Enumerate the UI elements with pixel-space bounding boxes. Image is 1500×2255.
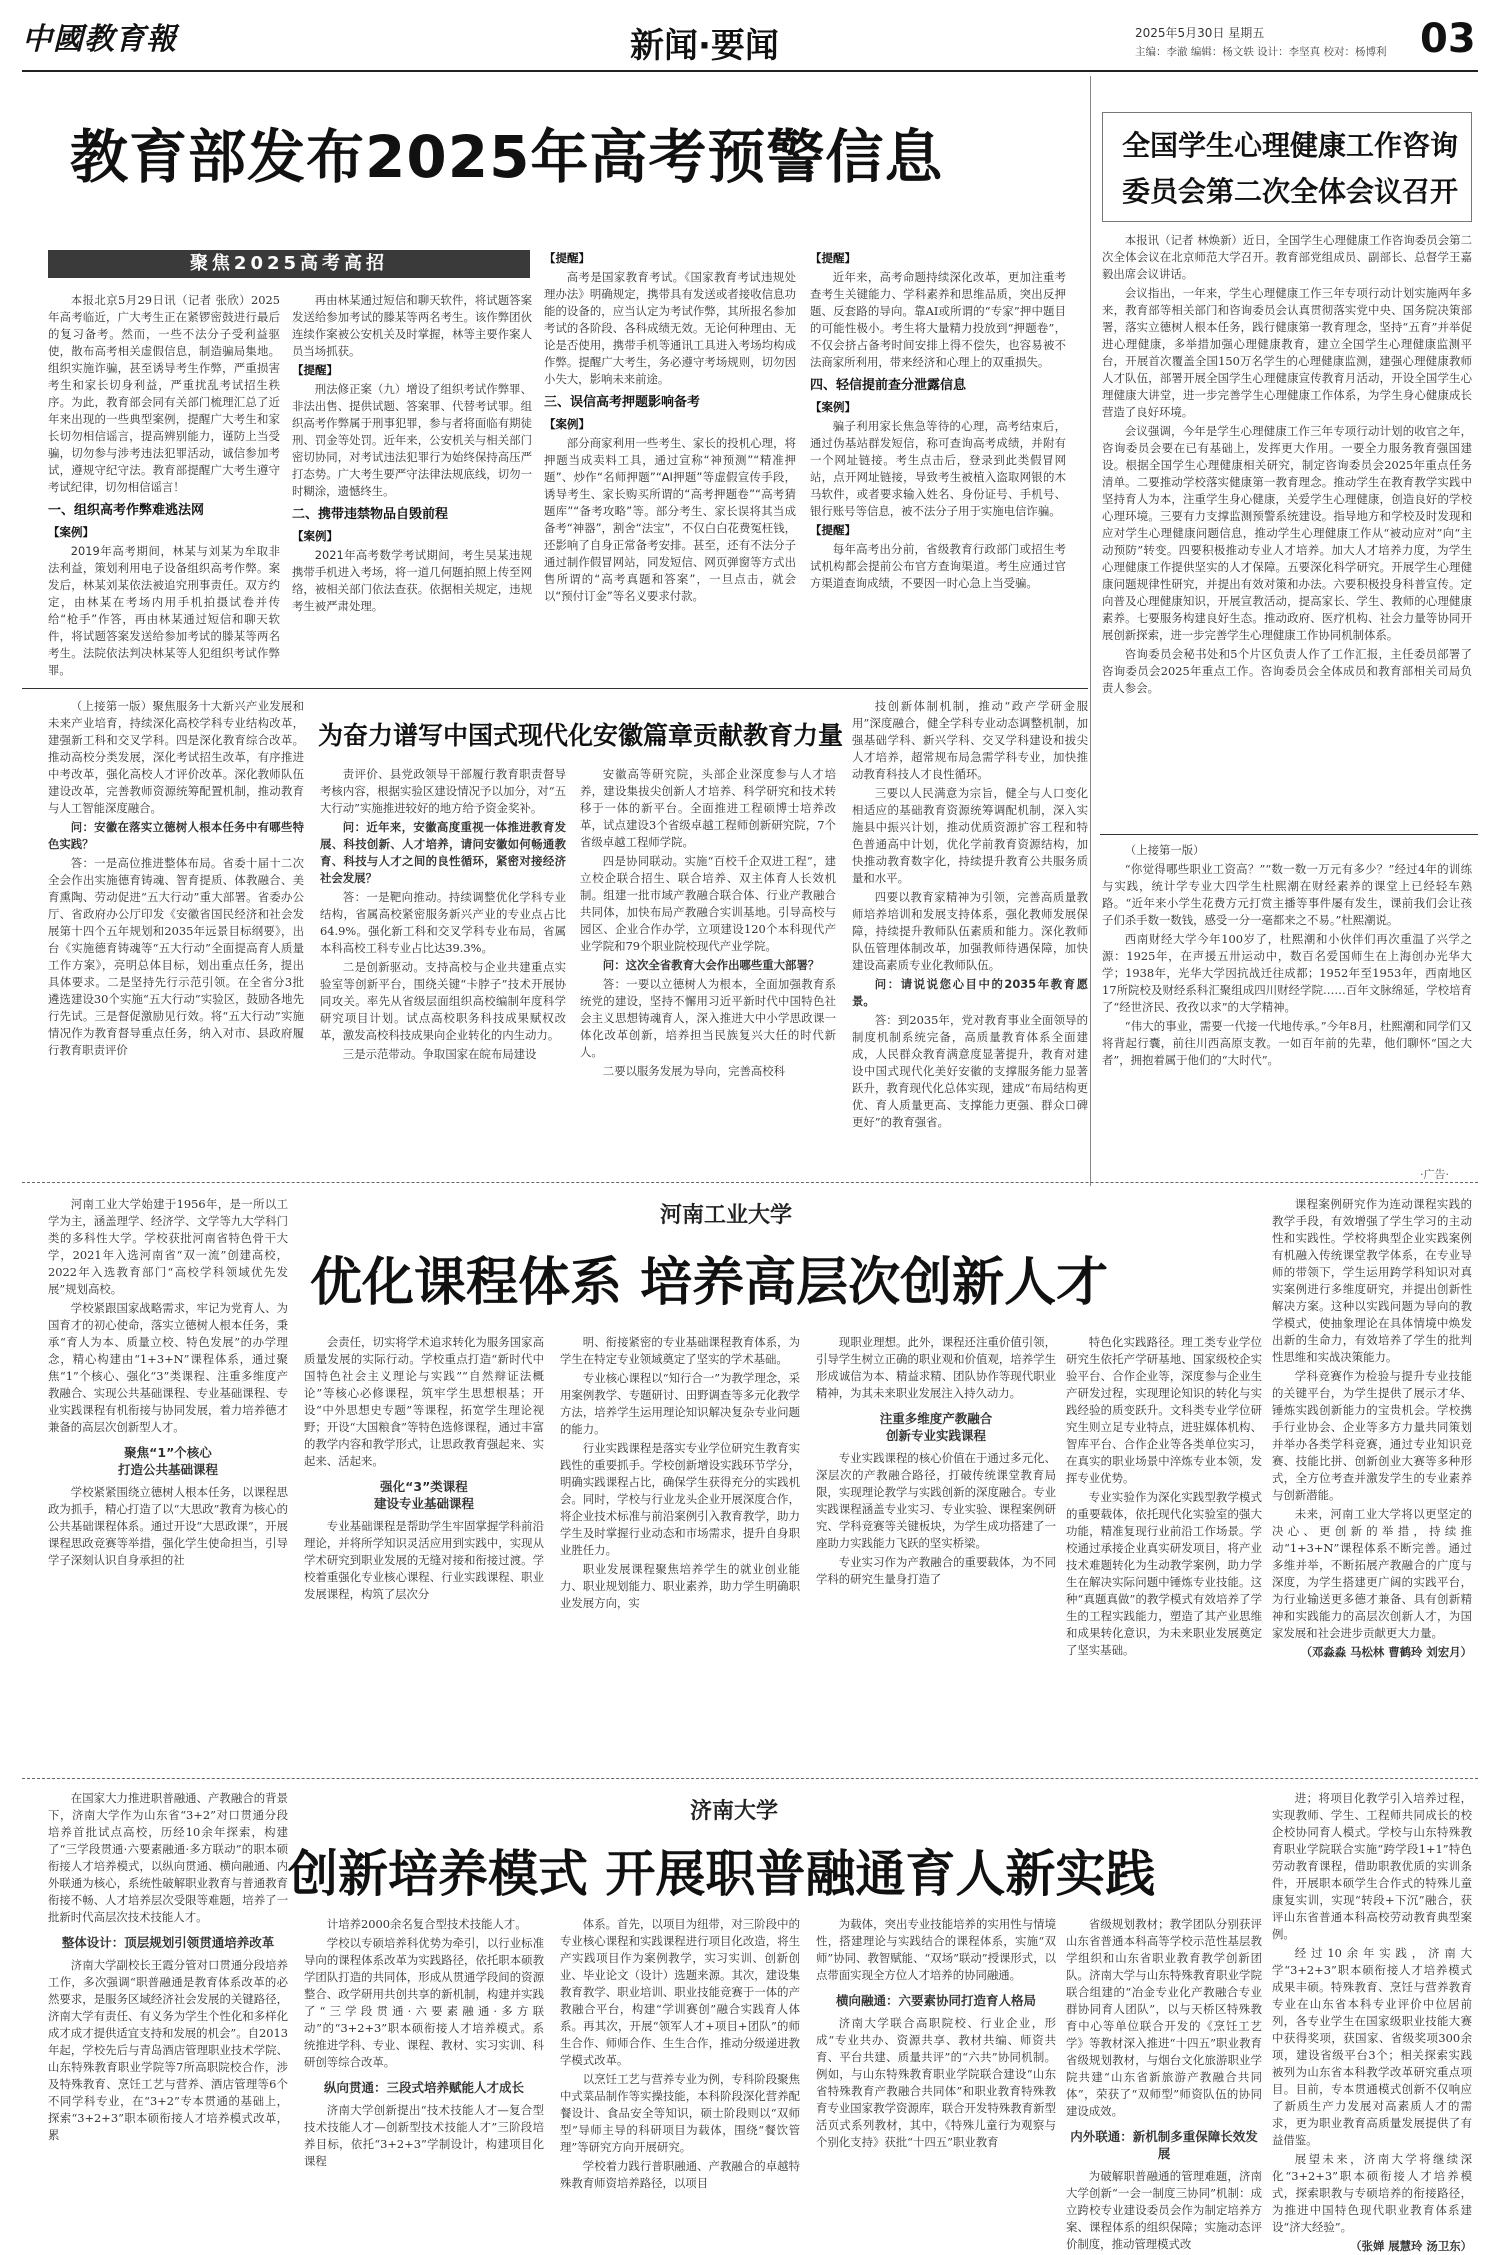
jinan-col-a xyxy=(304,1916,544,2168)
paragraph: 济南大学创新提出“技术技能人才—复合型技术技能人才—创新型技术技能人才”三阶段培养目标，依托“3+2+3”学制设计，构建项目化课程 xyxy=(304,2103,544,2168)
paragraph: 会议强调，今年是学生心理健康工作三年专项行动计划的收官之年，咨询委员会要在已有基础上，发挥更大作用。一要全力服务教育强国建设。根据全国学生心理健康相关研究，制定咨询委员会2025年重点任务清单。二要推动学校落实健康第一教育理念。推动学生在教育教学实践中坚持育人为本，注重学生身心健康，关爱学生心理健康，创造良好的学校心理环境。三要有力支撑监测预警系统建设。指导地方和学校及时发现和应对学生心理健康问题信息，推动学生心理健康工作从“被动应对”向“主动预防”转变。四要积极推动专业人才培养。加大人才培养力度，为学生心理健康工作提供坚实的人才保障。五要深化科学研究。开展学生心理健康问题规律性研究，并提出有效对策和办法。六要积极投身科普宣传。定向普及心理健康知识，开展宣教活动，提高家长、学生、教师的心理健康素养。七要服务构建良好生态。推动政府、医疗机构、社会力量等协同开展创新探索，进一步完善学生心理健康工作协同机制体系。 xyxy=(1102,424,1472,642)
paragraph: 行业实践课程是落实专业学位研究生教育实践性的重要抓手。学校创新增设实践环节学分，明确实践课程占比，确保学生获得充分的实践机会。同时，学校与行业龙头企业开展深度合作，将企业技术标准与前沿案例引入教育教学，助力学生及时掌握行业动态和市场需求，提升自身职业胜任力。 xyxy=(560,1441,800,1557)
question-paragraph: 问：近年来，安徽高度重视一体推进教育发展、科技创新、人才培养，请问安徽如何畅通教育、科技与人才之间的良性循环，紧密对接经济社会发展？ xyxy=(320,820,566,885)
issue-date: 2025年5月30日 星期五 xyxy=(1135,26,1265,40)
paragraph: 为破解职普融通的管理难题，济南大学创新“一会一制度三协同”机制：成立跨校专业建设委员会作为制定培养方案、课程体系的组织保障；实施动态评价制度，推动管理模式改 xyxy=(1066,2169,1262,2251)
henan-headline: 优化课程体系 培养高层次创新人才 xyxy=(310,1253,1109,1313)
editors-line: 主编：李澈 编辑：杨文轶 设计：李坚真 校对：杨博利 xyxy=(1135,46,1387,58)
paragraph: “你觉得哪些职业工资高？”“数一数一万元有多少？”经过4年的训练与实践，统计学专业大四学生杜熙潮在财经素养的课堂上已经轻车熟路。“近年来小学生花费方元打赏主播等事件屡有发生，课前我们会让孩子们杀手数一数钱，感受一分一毫都来之不易。”杜熙潮说。 xyxy=(1102,862,1472,927)
paragraph: 学校以专硕培养科优势为牵引，以行业标准导向的课程体系改革为实践路径，依托职本硕教学团队打造的共同体，形成从贯通学段间的资源整合、政学研用共创共享的新机制，构建并实践了“三学段贯通·六要素融通·多方联动”的“3+2+3”职本硕衔接人才培养模式。系统推进学科、专业、课程、教材、实习实训、科研创等综合改革。 xyxy=(304,1936,544,2069)
paragraph: 以烹饪工艺与营养专业为例，专科阶段聚焦中式菜品制作等实操技能，本科阶段深化营养配餐设计、食品安全等知识，硕士阶段则以“双师型”导师主导的科研项目为载体，围绕“餐饮管理”等研究方向开展研究。 xyxy=(560,2072,800,2154)
paragraph: 进；将项目化教学引入培养过程，实现教师、学生、工程师共同成长的校企校协同育人模式。学校与山东特殊教育职业学院联合实施“跨学段1+1”特色劳动教育课程，借助职教优质的实训条件，开展职本硕学生合作式的特殊儿童康复实训，实现“转段+下沉”融合，获评山东省普通本科高校劳动教育典型案例。 xyxy=(1272,1791,1472,1941)
paragraph: 近年来，高考命题持续深化改革，更加注重考查考生关键能力、学科素养和思维品质，突出反押题、反套路的导向。靠AI或所谓的“专家”押中题目的可能性极小。考生将大量精力投放到“押题卷”，不仅会挤占备考时间安排上得不偿失，也容易被不法商家所利用，带来经济和心理上的双重损失。 xyxy=(810,270,1066,369)
case-paragraph: 2019年高考期间，林某与刘某为牟取非法利益，策划利用电子设备组织高考作弊。案发后，林某刘某依法被追究刑事责任。双方约定，由林某在考场内用手机拍摄试卷并传给“枪手”作答，再由林某通过短信和聊天软件，将试题答案发送给参加考试的滕某等两名考生。法院依法判决林某等人犯组织考试作弊罪。 xyxy=(48,544,280,677)
paragraph: “伟大的事业，需要一代接一代地传承。”今年8月，杜熙潮和同学们又将背起行囊，前往川西高原支教。一如百年前的先辈，他们聊怀“国之大者”，拥抱着属于他们的“大时代”。 xyxy=(1102,1019,1472,1067)
anhui-col-d xyxy=(852,698,1088,1210)
paragraph: 本报讯（记者 林焕新）近日，全国学生心理健康工作咨询委员会第二次全体会议在北京师范大学召开。教育部党组成员、副部长、总督学王嘉毅出席会议讲话。 xyxy=(1102,233,1472,281)
paragraph: 经过10余年实践，济南大学“3+2+3”职本硕衔接人才培养模式成果丰硕。特殊教育、烹饪与营养教育专业在山东省本科专业评价中位居前列，各专业学生在国家级职业技能大赛中获得奖项，获国家、省级奖项300余项，建设省级平台3个；相关探索实践被列为山东省本科教学改革研究重点项目。目前，专本贯通模式创新不仅响应了新质生产力发展对高素质人才的需求，更为职业教育高质量发展提供了有益借鉴。 xyxy=(1272,1946,1472,2147)
ad-tag: ·广告· xyxy=(1420,1168,1449,1181)
paragraph: 职业发展课程聚焦培养学生的就业创业能力、职业规划能力、职业素养，助力学生明确职业发展方向，实 xyxy=(560,1562,800,1610)
page-number: 03 xyxy=(1420,16,1476,62)
lead-col-3 xyxy=(544,248,796,652)
paragraph: 西南财经大学今年100岁了，杜熙潮和小伙伴们再次重温了兴学之源：1925年，在声援五卅运动中，数百名爱国师生在上海创办光华大学；1938年，光华大学因抗战迁往成都；1952年至1953年，西南地区17所院校及财经系科汇聚组成四川财经学院……百年文脉绵延，学校培育了“经世济民、孜孜以求”的大学精神。 xyxy=(1102,932,1472,1014)
paragraph: 刑法修正案（九）增设了组织考试作弊罪、非法出售、提供试题、答案罪、代替考试罪。组织高考作弊属于刑事犯罪，参与者将面临有期徒刑、罚金等处罚。近年来，公安机关与相关部门密切协同，对考试违法犯罪行为始终保持高压严打态势。广大考生要严守法律法规底线，切勿一时糊涂，遗憾终生。 xyxy=(292,382,532,498)
focus-banner xyxy=(48,250,530,278)
paragraph: 每年高考出分前，省级教育行政部门或招生考试机构都会提前公布官方查询渠道。考生应通过官方渠道查询成绩，不要因一时心急上当受骗。 xyxy=(810,542,1066,590)
paragraph: 为载体，突出专业技能培养的实用性与情境性，搭建理论与实践结合的课程体系，实施“双师”协同、教智赋能、“双场”联动”授课形式，以点带面实现全方位人才培养的协同融通。 xyxy=(816,1917,1056,1982)
masthead-logo xyxy=(22,14,192,58)
anhui-col-c xyxy=(580,766,836,1210)
paragraph: 学科竞赛作为检验与提升专业技能的关键平台，为学生提供了展示才华、锤炼实践创新能力的宝贵机会。学校携手行业协会、企业等多方力量共同策划并举办各类学科竞赛，通过专业知识竞赛、技能比拼、创新创业大赛等多种形式，全方位考查并激发学生的专业素养与创新潜能。 xyxy=(1272,1369,1472,1502)
henan-col-e xyxy=(1272,1196,1472,1766)
paragraph: 咨询委员会秘书处和5个片区负责人作了工作汇报，主任委员部署了咨询委员会2025年重点工作。咨询委员会全体成员和教育部相关司局负责人参会。 xyxy=(1102,647,1472,695)
case-paragraph: 2021年高考数学考试期间，考生吴某违规携带手机进入考场，将一道几何题拍照上传至网络，被相关部门依法查获。依据相关规定，违规考生被严肃处理。 xyxy=(292,548,532,613)
henan-top-rule xyxy=(22,1182,1478,1183)
byline: （邓淼淼 马松林 曹鹤玲 刘宏月） xyxy=(1300,1645,1472,1659)
section-subheading: 横向融通：六要素协同打造育人格局 xyxy=(835,1993,1036,2008)
paragraph: 专业实践课程的核心价值在于通过多元化、深层次的产教融合路径，打破传统课堂教育局限，实现理论教学与实践创新的深度融合。专业实践课程涵盖专业实习、专业实验、课程案例研究、学科竞赛等关键板块，为学生成功搭建了一座助力实践能力飞跃的坚实桥梁。 xyxy=(816,1451,1056,1550)
paragraph: 三是示范带动。争取国家在皖布局建设 xyxy=(342,1047,537,1061)
paragraph: 现职业理想。此外，课程还注重价值引领，引导学生树立正确的职业观和价值观，培养学生形成诚信为本、精益求精、团队协作等现代职业精神，为其未来职业发展注入持久动力。 xyxy=(816,1335,1056,1400)
focus-banner-text: 聚焦2025高考高招 xyxy=(189,253,389,274)
henan-col-d xyxy=(1066,1334,1262,1766)
paragraph: 二要以服务发展为导向，完善高校科 xyxy=(602,1064,786,1078)
question-paragraph: 问：安徽在落实立德树人根本任务中有哪些特色实践？ xyxy=(48,820,304,851)
paragraph: 答：一是靶向推动。持续调整优化学科专业结构，省属高校紧密服务新兴产业的专业点占比64.9%。强化新工科和交叉学科专业布局，省属本科高校工科专业占比达39.3%。 xyxy=(320,890,566,955)
paragraph: 省级规划教材；教学团队分别获评山东省普通本科高等学校示范性基层教学组织和山东省职业教育教学创新团队。济南大学与山东特殊教育职业学院联合组建的“冶金专业化产教融合专业群协同育人团队”，以与天桥区特殊教育中心等单位联合开发的《烹饪工艺学》等教材深入推进“十四五”职业教育省级规划教材，与烟台文化旅游职业学院共建“山东省新旅游产教融合共同体”，荣获了“双师型”师资队伍的协同建设成效。 xyxy=(1066,1917,1262,2118)
paragraph: 课程案例研究作为连动课程实践的教学手段，有效增强了学生学习的主动性和实践性。学校将典型企业实践案例有机融入传统课堂教学体系，在专业导师的带领下，学生运用跨学科知识对真实案例进行多维度研究，并提出创新性解决方案。这种以实践问题为导向的教学模式，使抽象理论在具体情境中焕发出新的生命力，有效培养了学生的批判性思维和实战决策能力。 xyxy=(1272,1197,1472,1364)
case-tag: 【提醒】 xyxy=(544,251,590,265)
right-col-divider xyxy=(1090,76,1091,1186)
paragraph: 专业基础课程是帮助学生牢固掌握学科前沿理论，并将所学知识灵活应用到实践中，实现从学术研究到职业发展的无缝对接和衔接过渡。学校着重强化专业核心课程、行业实践课程、职业发展课程，构筑了层次分 xyxy=(304,1519,544,1601)
paragraph: 学校紧跟国家战略需求，牢记为党育人、为国育才的初心使命，落实立德树人根本任务，秉承“育人为本、质量立校、特色发展”的办学理念，精心构建由“1+3+N”课程体系，通过聚焦“1”个核心、强化“3”类课程、注重多维度产教融合、实现公共基础课程、专业基础课程、专业实践课程有机衔接与协同发展，着力培养德才兼备的高层次创新型人才。 xyxy=(48,1301,288,1434)
paragraph: （上接第一版） xyxy=(1124,843,1205,857)
henan-intro xyxy=(48,1196,288,1766)
case-paragraph: 再由林某通过短信和聊天软件，将试题答案发送给参加考试的滕某等两名考生。该作弊团伙连续作案被公安机关及时掌握，林等主要作案人员当场抓获。 xyxy=(292,293,532,358)
paragraph: 计培养2000余名复合型技术技能人才。 xyxy=(326,1917,527,1931)
jinan-school: 济南大学 xyxy=(690,1798,779,1824)
paragraph: 会议指出，一年来，学生心理健康工作三年专项行动计划实施两年多来，教育部等相关部门和咨询委员会认真贯彻落实党中央、国务院决策部署，落实立德树人根本任务，践行健康第一教育理念，坚持“五育”并举促进心理健康，多举措加强心理健康教育，建立全国学生心理健康监测平台，开展首次覆盖全国150万名学生的心理健康监测，建强心理健康教师人才队伍，部署开展全国学生心理健康宣传教育月活动，开设全国学生心理健康大讲堂，进一步完善学生心理健康工作体系，为学生身心健康成长营造了良好环境。 xyxy=(1102,286,1472,419)
lead-headline: 教育部发布2025年高考预警信息 xyxy=(70,123,944,191)
paragraph: 答：到2035年，党对教育事业全面领导的制度机制系统完备，高质量教育体系全面建成，人民群众教育满意度显著提升，教育对建设中国式现代化美好安徽的支撑服务能力显著跃升，教育现代化总体实现，建成“布局结构更优、育人质量更高、支撑能力更强、群众口碑更好”的教育强省。 xyxy=(852,1013,1088,1129)
lead-bottom-rule xyxy=(22,688,1088,689)
case-paragraph: 部分商家利用一些考生、家长的投机心理，将押题当成卖料工具，通过宣称“神预测”“精准押题”、炒作“名师押题”“AI押题”等虚假宣传手段，诱导考生、家长购买所谓的“高考押题卷”“高考猜题库”“备考攻略”等。部分考生、家长误将其当成备考“神器”，割舍“法宝”，不仅白白花费冤枉钱，还影响了自身正常备考安排。甚至，还有不法分子通过制作假冒网站，同发短信、网页弹窗等方式出售所谓的“高考真题和答案”，一旦点击，就会以“预付订金”等名义要求付款。 xyxy=(544,436,796,603)
paragraph: 会责任，切实将学术追求转化为服务国家高质量发展的实际行动。学校重点打造“新时代中国特色社会主义理论与实践”“自然辩证法概论”等核心必修课程，筑牢学生思想根基；开设“中外思想史专题”等课程，拓宽学生理论视野；开设“大国粮食”等特色选修课程，通过丰富的教学内容和教学形式，让思政教育强起来、实起来、活起来。 xyxy=(304,1335,544,1468)
anhui-col-b xyxy=(320,766,566,1210)
section-subheading: 一、组织高考作弊难逃法网 xyxy=(48,503,205,518)
paragraph: 学校着力践行普职融通、产教融合的卓越特殊教育师资培养路径，以项目 xyxy=(560,2159,800,2190)
anhui-col-a xyxy=(48,698,304,1210)
right-top-body xyxy=(1102,232,1472,832)
paragraph: 济南大学副校长王霞分管对口贯通分段培养工作，多次强调“职普融通是教育体系改革的必然要求，是服务区域经济社会发展的关键路径，济南大学有责任、有义务为学生个性化和多样化成才成才提供适宜支持和发展的机会”。自2013年起，学校先后与青岛酒店管理职业技术学院、山东特殊教育职业学院等7所高职院校合作，涉及特殊教育、烹饪工艺与营养、酒店管理等6个不同学科专业，在“3+2”专本贯通的基础上，探索“3+2+3”职本硕衔接人才培养模式改革，累 xyxy=(48,1958,288,2142)
section-title: 新闻·要闻 xyxy=(630,26,779,66)
henan-col-c xyxy=(816,1334,1056,1766)
paragraph: 特色化实践路径。理工类专业学位研究生依托产学研基地、国家级校企实验平台、合作企业等，深度参与企业生产研发过程，实现理论知识的转化与实践经验的质变跃升。文科类专业学位研究生则立足专业特点，进驻媒体机构、智库平台、合作企业等各类单位实习，在真实的职业场景中淬炼专业本领，发挥专业优势。 xyxy=(1066,1335,1262,1485)
jinan-col-c xyxy=(816,1916,1056,2160)
henan-school: 河南工业大学 xyxy=(660,1202,793,1228)
question-paragraph: 问：这次全省教育大会作出哪些重大部署？ xyxy=(602,958,820,972)
jinan-top-rule xyxy=(22,1778,1478,1779)
paragraph: 安徽高等研究院，头部企业深度参与人才培养，建设集拔尖创新人才培养、科学研究和技术转移于一体的新平台。全面推进工程硕博士培养改革，试点建设3个省级卓越工程师创新研究院，7个省级卓越工程师学院。 xyxy=(580,767,836,849)
section-subheading: 注重多维度产教融合 创新专业实践课程 xyxy=(879,1411,993,1443)
paragraph: 明、衔接紧密的专业基础课程教育体系，为学生在特定专业领域奠定了坚实的学术基础。 xyxy=(560,1335,800,1366)
henan-col-b xyxy=(560,1334,800,1766)
paragraph: 高考是国家教育考试。《国家教育考试违规处理办法》明确规定，携带具有发送或者接收信息功能的设备的，应当认定为考试作弊，其所报名参加考试的各阶段、各科成绩无效。无论何种理由、无论是否使用，携带手机等通讯工具进入考场均构成作弊。提醒广大考生，务必遵守考场规则，切勿因小失大，影响未来前途。 xyxy=(544,270,796,386)
logo-text: 中國教育報 xyxy=(22,22,177,57)
case-tag: 【提醒】 xyxy=(292,363,338,377)
section-subheading: 三、误信高考押题影响备考 xyxy=(544,395,701,410)
paragraph: 二是创新驱动。支持高校与企业共建重点实验室等创新平台，围绕关键“卡脖子”技术开展协同攻关。率先从省级层面组织高校编制年度科学研究项目计划。试点高校职务科技成果赋权改革，激发高校科技成果向企业转化的内生动力。 xyxy=(320,960,566,1042)
case-tag: 【案例】 xyxy=(810,400,856,414)
paragraph: 未来，河南工业大学将以更坚定的决心、更创新的举措，持续推动“1+3+N”课程体系不断完善。通过多维并举，不断拓展产教融合的广度与深度，为学生搭建更广阔的实践平台，为行业输送更多德才兼备、具有创新精神和实践能力的高层次创新人才，为国家发展和社会进步贡献更大力量。 xyxy=(1272,1507,1472,1640)
section-subheading: 内外联通：新机制多重保障长效发展 xyxy=(1070,2129,1258,2161)
paragraph: 专业实验作为深化实践型教学模式的重要载体，依托现代化实验室的强大功能，精准复现行业前沿工作场景。学校通过承接企业真实研发项目，将产业技术难题转化为生动教学案例，助力学生在解决实际问题中锤炼专业技能。这种“真题真做”的教学模式有效培养了学生的工程实践能力，塑造了其产业思维和成果转化意识，为未来职业发展奠定了坚实基础。 xyxy=(1066,1490,1262,1657)
case-tag: 【案例】 xyxy=(48,525,94,539)
lead-col-4 xyxy=(810,248,1066,652)
right-mid-rule xyxy=(1100,834,1478,835)
paragraph: 技创新体制机制，推动“政产学研金服用”深度融合，健全学科专业动态调整机制，加强基础学科、新兴学科、交叉学科建设和拔尖人才培养，超常规布局急需学科专业，加快推动教育科技人才良性循环。 xyxy=(852,699,1088,781)
paragraph: 展望未来，济南大学将继续深化“3+2+3”职本硕衔接人才培养模式，探索职教与专硕培养的衔接路径，为推进中国特色现代职业教育体系建设“济大经验”。 xyxy=(1272,2152,1472,2234)
paragraph: 在国家大力推进职普融通、产教融合的背景下，济南大学作为山东省“3+2”对口贯通分段培养首批试点高校，历经10余年探索，构建了“三学段贯通·六要素融通·多方联动”的职本硕衔接人才培养模式，以纵向贯通、横向融通、内外联通为核心，系统性破解职业教育与普通教育衔接不畅、人才培养层次受限等难题，培养了一批新时代高层次技术技能人才。 xyxy=(48,1791,288,1924)
paragraph: （上接第一版）聚焦服务十大新兴产业发展和未来产业培育，持续深化高校学科专业结构改革，建强新工科和交叉学科。四是深化教育综合改革。推动高校分类发展，深化考试招生改革，有序推进中考改革，强化高校人才评价改革。深化教师队伍建设改革，完善教师资源统筹配置机制，推动教育与人工智能深度融合。 xyxy=(48,699,304,815)
case-tag: 【案例】 xyxy=(544,417,590,431)
case-paragraph: 骗子利用家长焦急等待的心理，高考结束后，通过伪基站群发短信，称可查询高考成绩，并附有一个网址链接。考生点击后，登录到此类假冒网站，点开网址链接，导致考生被植入盗取网银的木马软件，或者要求输入姓名、身份证号、手机号、银行账号等信息，被不法分子用于实施电信诈骗。 xyxy=(810,419,1066,518)
right-headline-1: 全国学生心理健康工作咨询 xyxy=(1122,129,1459,162)
case-tag: 【提醒】 xyxy=(810,251,856,265)
anhui-headline: 为奋力谱写中国式现代化安徽篇章贡献教育力量 xyxy=(318,721,844,750)
right-headline-2: 委员会第二次全体会议召开 xyxy=(1122,175,1459,208)
paragraph: 四要以教育家精神为引领，完善高质量教师培养培训和发展支持体系，强化教师发展保障，持续提升教师队伍素质和能力。深化教师队伍管理体制改革，加强教师待遇保障，加快建设高素质专业化教师队伍。 xyxy=(852,890,1088,972)
lead-col-2 xyxy=(292,292,532,652)
paragraph: 专业实习作为产教融合的重要载体，为不同学科的研究生量身打造了 xyxy=(816,1555,1056,1586)
paragraph: 四是协同联动。实施“百校千企双进工程”，建立校企联合招生、联合培养、双主体育人长效机制。组建一批市域产教融合联合体、行业产教融合共同体，加快布局产教融合实训基地。引导高校与园区、企业合作办学，立项建设120个本科现代产业学院和79个职业院校现代产业学院。 xyxy=(580,854,836,953)
paragraph: 体系。首先，以项目为纽带，对三阶段中的专业核心课程和实践课程进行项目化改造，将生产实践项目作为案例教学，实习实训、创新创业、毕业论文（设计）选题来源。其次，建设集教育教学、职业培训、职业技能竞赛于一体的产教融合平台，构建“学训赛创”融合实践育人体系。再其次，开展“领军人才+项目+团队”的师生合作、师师合作、生生合作，推动分级递进教学模式改革。 xyxy=(560,1917,800,2067)
lead-col-1 xyxy=(48,292,280,677)
case-tag: 【提醒】 xyxy=(810,523,856,537)
section-subheading: 整体设计：顶层规划引领贯通培养改革 xyxy=(61,1935,275,1950)
henan-col-a xyxy=(304,1334,544,1766)
paragraph: 三要以人民满意为宗旨，健全与人口变化相适应的基础教育资源统筹调配机制，深入实施县中振兴计划，推动优质资源扩容工程和特色普通高中计划，优化学前教育资源结构，加快推动教育数字化，持续提升教育公共服务质量和水平。 xyxy=(852,786,1088,885)
paragraph: 责评价、县党政领导干部履行教育职责督导考核内容，根据实验区建设情况予以加分，对“五大行动”实施推进较好的地方给予资金奖补。 xyxy=(320,767,566,815)
paragraph: 答：一是高位推进整体布局。省委十届十二次全会作出实施德育铸魂、智育提质、体教融合、美育熏陶、劳动促进“五大行动”重大部署。省委办公厅、省政府办公厅印发《安徽省国民经济和社会发展第十四个五年规划和2035年远景目标纲要》，出台《实施德育铸魂等“五大行动”全面提高育人质量工作方案》，亮明总体目标，划出重点任务，提出具体要求。二是坚持先行示范引领。在全省分3批遴选建设30个实施“五大行动”实验区，鼓励各地先行先试。三是督促激励见行效。将“五大行动”实施情况作为教育督导重点任务，纳入对市、县政府履行教育职责评价 xyxy=(48,856,304,1057)
paragraph: 河南工业大学始建于1956年，是一所以工学为主，涵盖理学、经济学、文学等九大学科门类的多科性大学。学校获批河南省特色骨干大学，2021年入选河南省“双一流”创建高校，2022年入选教育部门“高校学科领域优先发展”规划高校。 xyxy=(48,1197,288,1296)
case-tag: 【案例】 xyxy=(292,529,338,543)
paragraph: 专业核心课程以“知行合一”为教学理念，采用案例教学、专题研讨、田野调查等多元化教学方法，培养学生运用理论知识解决复杂专业问题的能力。 xyxy=(560,1371,800,1436)
paragraph: 学校紧紧围绕立德树人根本任务，以课程思政为抓手，精心打造了以“大思政”教育为核心的公共基础课程体系。通过开设“大思政课”，开展课程思政竞赛等举措，强化学生使命担当，引导学子深刻认识自身承担的社 xyxy=(48,1485,288,1567)
paragraph: 本报北京5月29日讯（记者 张欣）2025年高考临近，广大考生正在紧锣密鼓进行最后的复习备考。然而，一些不法分子受利益驱使，散布高考相关虚假信息，制造骗局集地。组织实施诈骗，甚至诱导考生作弊，严重损害考生和家长切身利益，严重扰乱考试招生秩序。为此，教育部会同有关部门梳理汇总了近年来出现的一些典型案例，提醒广大考生和家长切勿相信谣言，提高辨别能力，谨防上当受骗，切勿参与涉考违法犯罪活动，诚信参加考试，遵规守纪守法。教育部提醒广大考生遵守考试纪律，切勿相信谣言！ xyxy=(48,293,280,494)
paragraph: 济南大学联合高职院校、行业企业，形成“专业共办、资源共享、教材共编、师资共育、平台共建、质量共评”的“六共”协同机制。例如，与山东特殊教育职业学院联合建设“山东省特殊教育产教融合共同体”和职业教育特殊教育专业国家教学资源库，联合开发特殊教育新型活页式系列教材，其中，《特殊儿童行为观察与个别化支持》获批“十四五”职业教育 xyxy=(816,2016,1056,2149)
section-subheading: 四、轻信提前查分泄露信息 xyxy=(810,378,967,393)
jinan-col-b xyxy=(560,1916,800,2190)
jinan-intro xyxy=(48,1790,288,2160)
section-subheading: 纵向贯通：三段式培养赋能人才成长 xyxy=(323,2080,524,2095)
section-subheading: 强化“3”类课程 建设专业基础课程 xyxy=(373,1479,474,1511)
paragraph: 答：一要以立德树人为根本，全面加强教育系统党的建设，坚持不懈用习近平新时代中国特色社会主义思想铸魂育人，深入推进大中小学思政课一体化改革创新，培养担当民族复兴大任的时代新人。 xyxy=(580,977,836,1059)
question-paragraph: 问：请说说您心目中的2035年教育愿景。 xyxy=(852,977,1088,1008)
right-mid-body xyxy=(1102,842,1472,1202)
byline: （张婵 展慧玲 汤卫东） xyxy=(1350,2239,1472,2253)
jinan-headline: 创新培养模式 开展职普融通育人新实践 xyxy=(288,1845,1156,1903)
jinan-col-e xyxy=(1272,1790,1472,2253)
section-subheading: 二、携带违禁物品自毁前程 xyxy=(292,507,449,522)
masthead-rule xyxy=(22,70,1478,72)
section-subheading: 聚焦“1”个核心 打造公共基础课程 xyxy=(117,1445,218,1477)
jinan-col-d xyxy=(1066,1916,1262,2251)
